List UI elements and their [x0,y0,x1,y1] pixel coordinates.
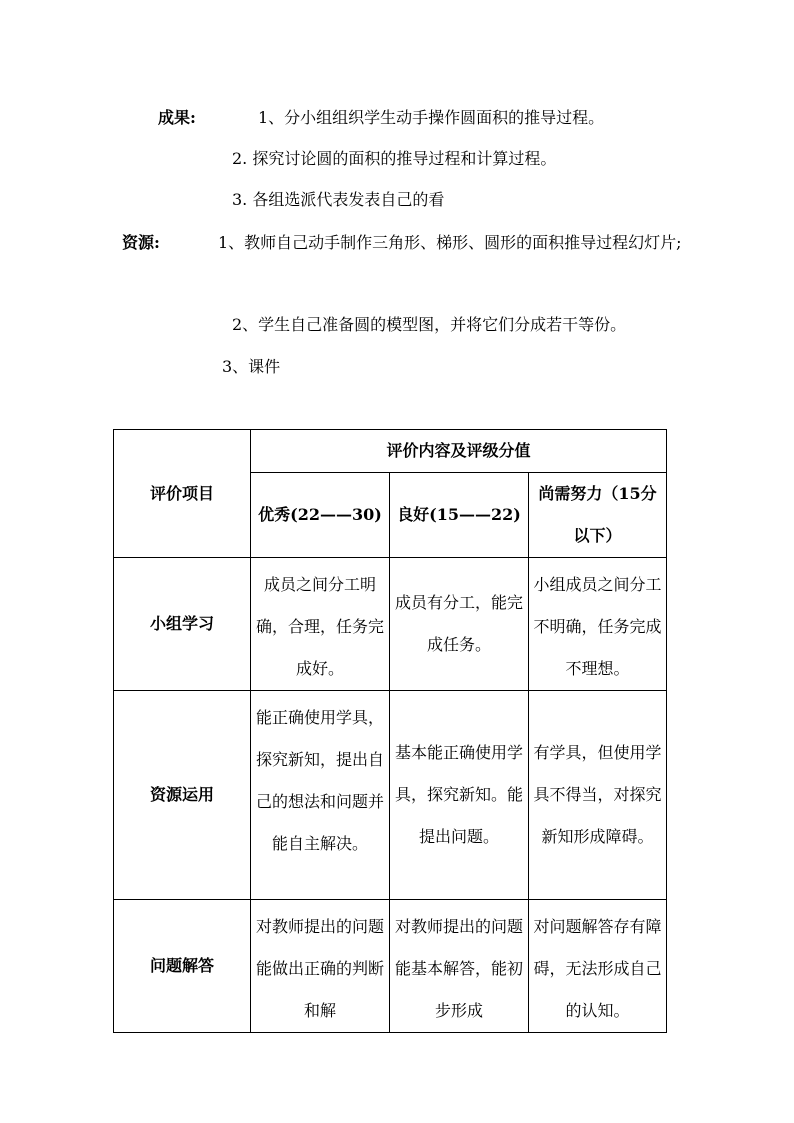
row-cell: 成员有分工，能完成任务。 [390,558,529,691]
resource-item-3: 3、课件 [222,357,281,376]
resource-item-2: 2、学生自己准备圆的模型图，并将它们分成若干等份。 [232,315,627,334]
row-cell: 对教师提出的问题能做出正确的判断和解 [251,900,390,1033]
row-cell: 小组成员之间分工不明确，任务完成不理想。 [529,558,667,691]
outcome-item-3: 3. 各组选派代表发表自己的看 [232,190,445,209]
row-cell: 对教师提出的问题能基本解答，能初步形成 [390,900,529,1033]
resource-item-1: 1、教师自己动手制作三角形、梯形、圆形的面积推导过程幻灯片; [218,233,682,252]
header-content: 评价内容及评级分值 [251,430,667,473]
outcome-item-2: 2. 探究讨论圆的面积的推导过程和计算过程。 [232,149,557,168]
row-cell: 对问题解答存有障碍，无法形成自己的认知。 [529,900,667,1033]
level-needs-effort: 尚需努力（15分以下） [529,473,667,558]
level-excellent: 优秀(22——30) [251,473,390,558]
header-item: 评价项目 [114,430,251,558]
outcomes-label: 成果: [158,108,196,127]
outcome-item-1: 1、分小组组织学生动手操作圆面积的推导过程。 [258,108,605,127]
row-cell: 有学具，但使用学具不得当，对探究新知形成障碍。 [529,691,667,900]
table-row [114,900,667,1033]
evaluation-table [113,429,667,1033]
table-header-row [114,430,667,473]
row-item: 小组学习 [114,558,251,691]
row-cell: 成员之间分工明确，合理，任务完成好。 [251,558,390,691]
level-good: 良好(15——22) [390,473,529,558]
row-cell: 能正确使用学具，探究新知，提出自己的想法和问题并能自主解决。 [251,691,390,900]
table-row [114,691,667,900]
row-item: 资源运用 [114,691,251,900]
row-item: 问题解答 [114,900,251,1033]
resources-label: 资源: [122,233,160,252]
table-row [114,558,667,691]
row-cell: 基本能正确使用学具，探究新知。能提出问题。 [390,691,529,900]
